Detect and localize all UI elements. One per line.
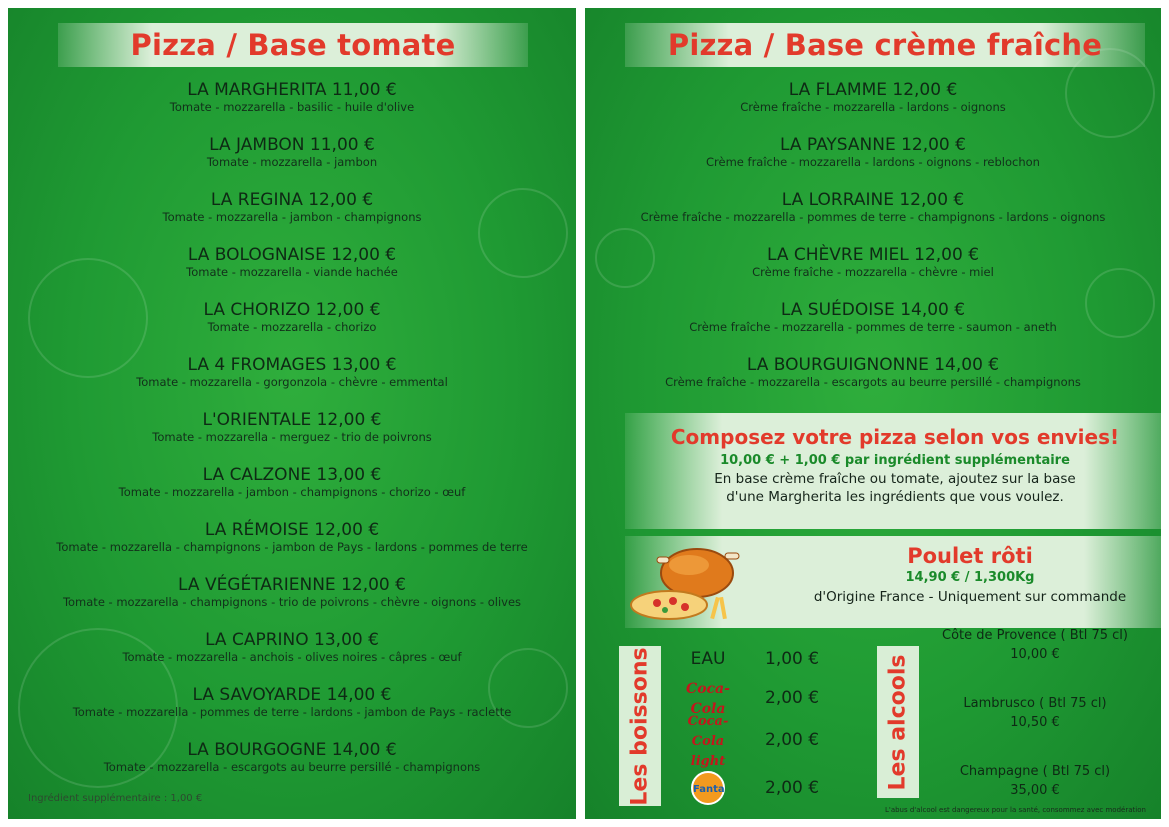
compose-line: d'une Margherita les ingrédients que vous voulez. — [726, 489, 1064, 505]
drink-price: 2,00 € — [765, 688, 820, 708]
pizza-name: LA SUÉDOISE 14,00 € — [780, 300, 966, 320]
alcohol-warning: L'abus d'alcool est dangereux pour la santé, consommez avec modération — [885, 806, 1146, 814]
menu-left-page — [8, 8, 576, 819]
pizza-item — [585, 245, 1161, 279]
pizza-name: LA BOLOGNAISE 12,00 € — [187, 245, 397, 265]
alcohol-item — [930, 696, 1140, 730]
pizza-name: LA 4 FROMAGES 13,00 € — [187, 355, 397, 375]
compose-line: En base crème fraîche ou tomate, ajoutez sur la base — [714, 471, 1076, 487]
roast-chicken-price: 14,90 € / 1,300Kg — [905, 570, 1035, 585]
pizza-desc: Tomate - mozzarella - escargots au beurre persillé - champignons — [103, 760, 481, 774]
pizza-name: LA PAYSANNE 12,00 € — [780, 135, 966, 155]
pizza-item — [8, 575, 576, 609]
pizza-desc: Crème fraîche - mozzarella - lardons - oignons — [740, 100, 1006, 114]
pizza-desc: Crème fraîche - mozzarella - escargots au beurre persillé - champignons — [665, 375, 1081, 389]
pizza-desc: Tomate - mozzarella - anchois - olives noires - câpres - œuf — [122, 650, 462, 664]
alcohol-price: 35,00 € — [1010, 783, 1060, 798]
alcohol-name: Lambrusco ( Btl 75 cl) — [963, 696, 1107, 711]
drink-row — [673, 773, 843, 803]
roast-chicken-note: d'Origine France - Uniquement sur commande — [813, 589, 1127, 605]
pizza-item — [8, 135, 576, 169]
drink-price: 2,00 € — [765, 778, 820, 798]
roast-chicken-title: Poulet rôti — [907, 544, 1033, 568]
chicken-pizza-illustration — [629, 543, 749, 625]
alcohol-name: Côte de Provence ( Btl 75 cl) — [942, 628, 1128, 643]
drink-row — [673, 644, 843, 674]
alcohol-name: Champagne ( Btl 75 cl) — [959, 764, 1111, 779]
menu-right-page — [585, 8, 1161, 819]
fanta-logo — [673, 771, 743, 805]
coca-cola-light-logo-text: Coca-Cola light — [687, 714, 729, 769]
alcohol-item — [930, 628, 1140, 662]
pizza-item — [585, 300, 1161, 334]
pizza-item — [8, 685, 576, 719]
alcohol-label-tab — [877, 646, 919, 798]
pizza-item — [8, 740, 576, 774]
pizza-desc: Tomate - mozzarella - jambon — [206, 155, 378, 169]
pizza-item — [8, 245, 576, 279]
pizza-item — [8, 630, 576, 664]
compose-title: Composez votre pizza selon vos envies! — [670, 425, 1120, 449]
pizza-name: L'ORIENTALE 12,00 € — [202, 410, 382, 430]
pizza-item — [585, 80, 1161, 114]
drink-price: 1,00 € — [765, 649, 820, 669]
drink-row — [673, 714, 843, 769]
pizza-desc: Tomate - mozzarella - champignons - jambon de Pays - lardons - pommes de terre — [56, 540, 528, 554]
alcohol-price: 10,00 € — [1010, 647, 1060, 662]
alcohol-label: Les alcools — [885, 654, 911, 790]
pizza-name: LA BOURGOGNE 14,00 € — [187, 740, 397, 760]
section-title-band — [58, 23, 528, 67]
pizza-name: LA RÉMOISE 12,00 € — [204, 520, 380, 540]
pizza-name: LA BOURGUIGNONNE 14,00 € — [746, 355, 1000, 375]
pizza-item — [8, 80, 576, 114]
drink-price: 2,00 € — [765, 730, 820, 750]
pizza-desc: Crème fraîche - mozzarella - lardons - oignons - reblochon — [706, 155, 1040, 169]
pizza-desc: Tomate - mozzarella - basilic - huile d'olive — [169, 100, 415, 114]
pizza-desc: Tomate - mozzarella - chorizo — [207, 320, 377, 334]
pizza-desc: Tomate - mozzarella - merguez - trio de poivrons — [152, 430, 432, 444]
pizza-name: LA CHORIZO 12,00 € — [203, 300, 381, 320]
drinks-label: Les boissons — [627, 646, 653, 806]
pizza-item — [8, 520, 576, 554]
pizza-item — [8, 300, 576, 334]
roast-chicken-text — [775, 536, 1161, 605]
pizza-item — [8, 190, 576, 224]
pizza-item — [8, 410, 576, 444]
alcohol-item — [930, 764, 1140, 798]
section-title: Pizza / Base tomate — [130, 28, 456, 62]
pizza-desc: Tomate - mozzarella - jambon - champignons - chorizo - œuf — [118, 485, 466, 499]
coca-cola-light-logo — [673, 710, 743, 770]
pizza-name: LA MARGHERITA 11,00 € — [187, 80, 397, 100]
pizza-name: LA CAPRINO 13,00 € — [205, 630, 379, 650]
pizza-name: LA REGINA 12,00 € — [210, 190, 374, 210]
drink-row — [673, 681, 843, 717]
pizza-desc: Tomate - mozzarella - jambon - champignons — [162, 210, 422, 224]
alcohol-price: 10,50 € — [1010, 715, 1060, 730]
compose-your-pizza-band — [625, 413, 1161, 529]
water-label: EAU — [690, 649, 726, 669]
pizza-item — [585, 190, 1161, 224]
drinks-label-tab — [619, 646, 661, 806]
pizza-item — [585, 135, 1161, 169]
pizza-item — [8, 465, 576, 499]
pizza-name: LA CHÈVRE MIEL 12,00 € — [766, 245, 980, 265]
pizza-name: LA SAVOYARDE 14,00 € — [192, 685, 392, 705]
pizza-desc: Crème fraîche - mozzarella - chèvre - miel — [752, 265, 994, 279]
pizza-desc: Tomate - mozzarella - gorgonzola - chèvre - emmental — [136, 375, 448, 389]
pizza-name: LA VÉGÉTARIENNE 12,00 € — [178, 575, 406, 595]
pizza-name: LA LORRAINE 12,00 € — [781, 190, 965, 210]
section-title-band — [625, 23, 1145, 67]
compose-price: 10,00 € + 1,00 € par ingrédient supplémentaire — [720, 453, 1070, 468]
pizza-desc: Tomate - mozzarella - champignons - trio de poivrons - chèvre - oignons - olives — [62, 595, 522, 609]
pizza-name: LA CALZONE 13,00 € — [202, 465, 382, 485]
pizza-desc: Crème fraîche - mozzarella - pommes de terre - champignons - lardons - oignons — [640, 210, 1106, 224]
pizza-item — [585, 355, 1161, 389]
supplement-note: Ingrédient supplémentaire : 1,00 € — [28, 793, 203, 804]
pizza-desc: Tomate - mozzarella - viande hachée — [186, 265, 398, 279]
fanta-logo-text: Fanta — [691, 771, 725, 805]
pizza-desc: Crème fraîche - mozzarella - pommes de terre - saumon - aneth — [689, 320, 1057, 334]
pizza-desc: Tomate - mozzarella - pommes de terre - lardons - jambon de Pays - raclette — [72, 705, 512, 719]
pizza-name: LA JAMBON 11,00 € — [209, 135, 375, 155]
section-title: Pizza / Base crème fraîche — [667, 28, 1103, 62]
coca-cola-logo-text: Coca-Cola — [686, 681, 730, 717]
pizza-item — [8, 355, 576, 389]
pizza-name: LA FLAMME 12,00 € — [788, 80, 958, 100]
